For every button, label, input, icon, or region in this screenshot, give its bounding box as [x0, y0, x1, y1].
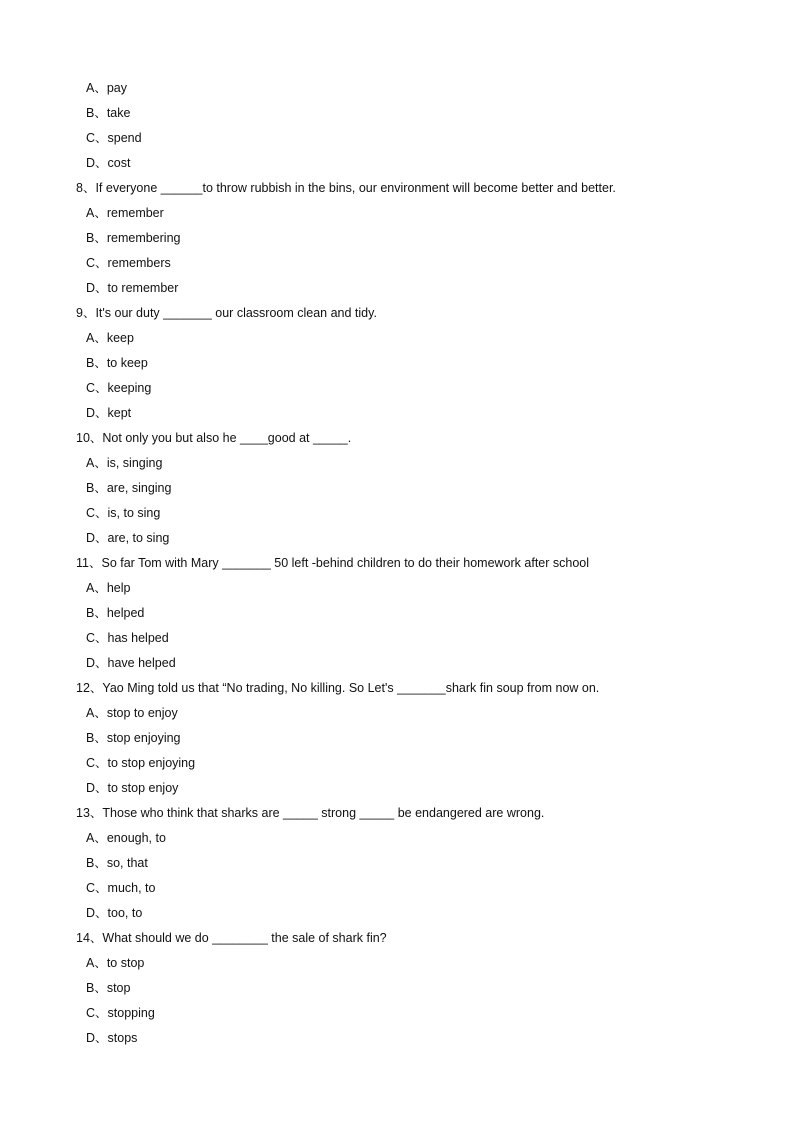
answer-option: C、has helped [86, 631, 169, 645]
answer-option: A、remember [86, 206, 164, 220]
answer-option: B、take [86, 106, 131, 120]
answer-option: D、stops [86, 1031, 138, 1045]
answer-option: C、spend [86, 131, 142, 145]
answer-option: A、to stop [86, 956, 145, 970]
answer-option: D、have helped [86, 656, 176, 670]
question-prompt: 13、Those who think that sharks are _____ strong _____ be endangered are wrong. [76, 806, 545, 820]
question-block [0, 551, 794, 676]
answer-option: A、stop to enjoy [86, 706, 178, 720]
answer-option: C、keeping [86, 381, 152, 395]
question-block [0, 426, 794, 551]
answer-option: B、stop enjoying [86, 731, 181, 745]
answer-option: C、to stop enjoying [86, 756, 196, 770]
answer-option: B、are, singing [86, 481, 172, 495]
answer-option: D、kept [86, 406, 132, 420]
answer-option: D、to remember [86, 281, 179, 295]
answer-option: D、too, to [86, 906, 143, 920]
question-block [0, 676, 794, 801]
question-block [0, 926, 794, 1051]
answer-option: C、much, to [86, 881, 156, 895]
question-block [0, 176, 794, 301]
answer-option: B、to keep [86, 356, 148, 370]
answer-option: C、remembers [86, 256, 171, 270]
question-prompt: 11、So far Tom with Mary _______ 50 left -behind children to do their homework after school [76, 556, 590, 570]
question-prompt: 14、What should we do ________ the sale of shark fin? [76, 931, 387, 945]
question-prompt: 12、Yao Ming told us that “No trading, No killing. So Let's _______shark fin soup from now on. [76, 681, 600, 695]
question-prompt: 9、It's our duty _______ our classroom clean and tidy. [76, 306, 377, 320]
answer-option: A、pay [86, 81, 127, 95]
answer-option: B、stop [86, 981, 131, 995]
answer-option: D、cost [86, 156, 131, 170]
answer-option: B、remembering [86, 231, 181, 245]
answer-option: A、help [86, 581, 131, 595]
answer-option: D、are, to sing [86, 531, 170, 545]
question-block [0, 76, 794, 176]
answer-option: B、helped [86, 606, 145, 620]
worksheet-page [0, 76, 794, 1051]
answer-option: B、so, that [86, 856, 148, 870]
question-prompt: 10、Not only you but also he ____good at _____. [76, 431, 352, 445]
answer-option: C、is, to sing [86, 506, 161, 520]
answer-option: A、enough, to [86, 831, 166, 845]
question-prompt: 8、If everyone ______to throw rubbish in the bins, our environment will become better and better. [76, 181, 616, 195]
answer-option: D、to stop enjoy [86, 781, 179, 795]
question-block [0, 301, 794, 426]
answer-option: A、keep [86, 331, 134, 345]
answer-option: C、stopping [86, 1006, 155, 1020]
question-block [0, 801, 794, 926]
answer-option: A、is, singing [86, 456, 163, 470]
